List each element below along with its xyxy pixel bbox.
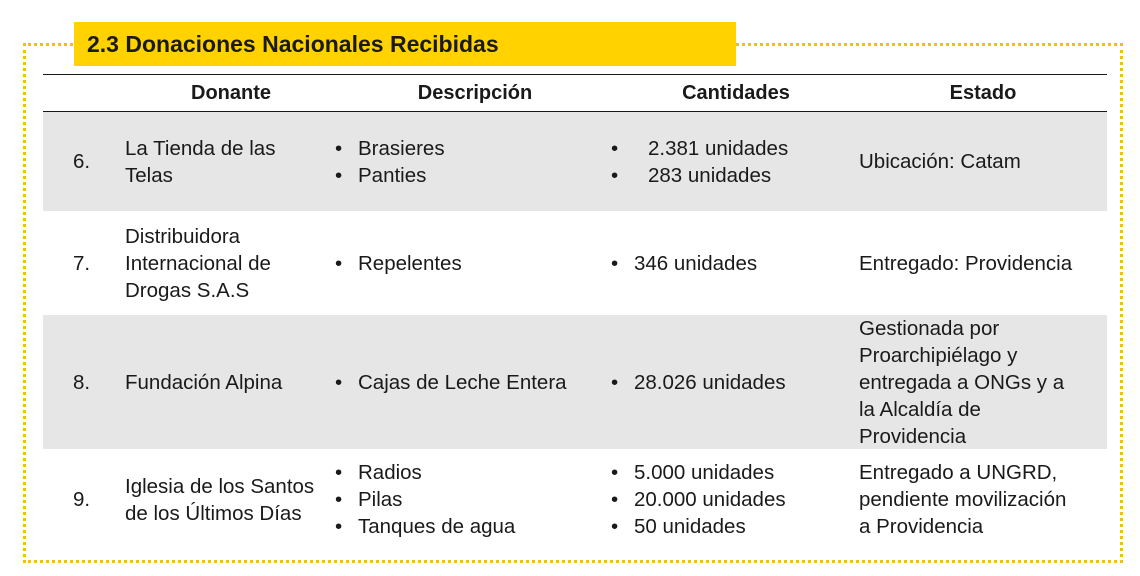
list-item: • 5.000 unidades [611, 461, 775, 484]
descripcion-cell [335, 315, 605, 449]
list-item: • 283 unidades [611, 163, 772, 187]
donations-table [43, 74, 1107, 550]
row-number: 7. [73, 251, 91, 275]
list-item: • 20.000 unidades [611, 488, 786, 511]
row-number: 9. [73, 488, 91, 511]
table-row [43, 315, 1107, 449]
estado-cell: Entregado a UNGRD, pendiente movilización a Providencia [859, 461, 1067, 538]
estado-cell: Gestionada por Proarchipiélago y entregada a ONGs y a la Alcaldía de Providencia [859, 316, 1065, 448]
list-item: • Pilas [335, 488, 403, 511]
table-row [43, 112, 1107, 211]
list-item: • Panties [335, 163, 427, 187]
donante-cell: Iglesia de los Santos de los Últimos Días [125, 474, 315, 525]
cantidades-cell [611, 211, 851, 315]
section-title: 2.3 Donaciones Nacionales Recibidas [87, 30, 499, 57]
descripcion-cell [335, 112, 605, 211]
list-item: • 28.026 unidades [611, 370, 786, 394]
list-item: • 50 unidades [611, 515, 746, 538]
cantidades-cell [611, 449, 851, 550]
row-number: 8. [73, 370, 91, 394]
donante-cell: La Tienda de las Telas [125, 136, 276, 187]
list-item: • Tanques de agua [335, 515, 516, 538]
list-item: • Cajas de Leche Entera [335, 370, 567, 394]
header-descripcion: Descripción [417, 82, 533, 104]
list-item: • 346 unidades [611, 251, 758, 275]
list-item: • Repelentes [335, 251, 462, 275]
table-header [43, 74, 1107, 112]
header-estado: Estado [949, 82, 1017, 104]
header-donante: Donante [191, 82, 271, 104]
section-title-bar [74, 22, 736, 66]
estado-cell: Entregado: Providencia [859, 251, 1073, 275]
table-row [43, 449, 1107, 550]
row-number: 6. [73, 150, 91, 173]
estado-cell: Ubicación: Catam [859, 150, 1021, 173]
header-cantidades: Cantidades [682, 82, 790, 104]
descripcion-cell [335, 211, 605, 315]
list-item: • Radios [335, 461, 422, 484]
descripcion-cell [335, 449, 605, 550]
donante-cell: Distribuidora Internacional de Drogas S.A.S [125, 224, 271, 302]
cantidades-cell [611, 315, 851, 449]
cantidades-cell [611, 112, 851, 211]
donante-cell: Fundación Alpina [125, 370, 283, 394]
list-item: • Brasieres [335, 136, 445, 160]
list-item: • 2.381 unidades [611, 136, 789, 160]
table-row [43, 211, 1107, 315]
